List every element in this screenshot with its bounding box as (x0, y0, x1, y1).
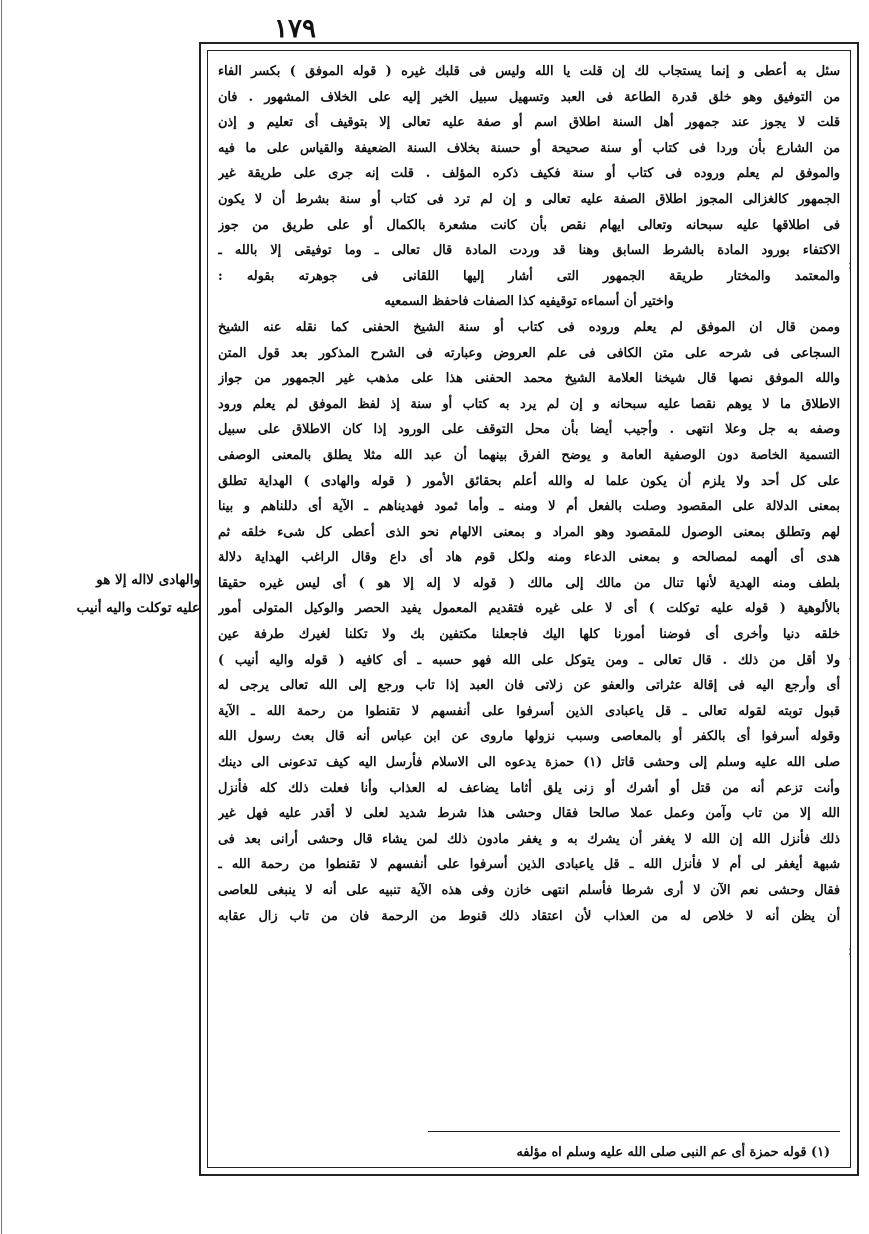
scan-edge-line (1, 0, 2, 1234)
text-line: بالألوهية ( قوله عليه توكلت ) أى لا على غيره فتقديم المعمول يفيد الحصر والوكيل المتولى أمور (218, 601, 840, 617)
text-line: شبهة أيغفر لى أم لا فأنزل الله ـ قل ياعبادى الذين أسرفوا على أنفسهم لا تقنطوا من رحمة الله ـ (218, 857, 840, 873)
text-line: من الشارع بأن وردا فى كتاب أو سنة صحيحة أو حسنة بخلاف السنة الضعيفة والقياس على ما فيه (218, 140, 840, 156)
text-line: وقوله أسرفوا أى بالكفر أو بالمعاصى وسبب نزولها ماروى عن ابن عباس أنه قال بعث رسول الله (218, 729, 840, 745)
text-line: قبول توبته لقوله تعالى ـ قل ياعبادى الذين أسرفوا على أنفسهم لا تقنطوا من رحمة الله ـ الآية (218, 703, 840, 719)
text-line: لهم وتطلق بمعنى الوصول للمقصود وهو المراد و بمعنى الالهام نحو الذى أعطى كل شىء خلقه ثم (218, 524, 840, 540)
text-line: على كل أحد ولا يلزم أن يكون علما له والله أعلم بحقائق الأمور ( قوله والهادى ) الهداية تطلق (218, 473, 840, 489)
text-line: وممن قال ان الموفق لم يعلم وروده فى كتاب أو سنة الشيخ الحفنى كما نقله عنه الشيخ (218, 319, 840, 335)
body-text (218, 59, 840, 929)
text-line: الله إلا من تاب وآمن وعمل عملا صالحا فقال وحشى هذا شرط شديد لعلى لا أقدر عليه فهل غير (218, 806, 840, 822)
text-line: الاطلاق ما لا يوهم نقصا عليه سبحانه و إن لم يرد به كتاب أو سنة إذ لفظ الموفق لم يعلم ورود (218, 396, 840, 412)
verse-line: واختير أن أسماءه توقيفيه كذا الصفات فاحفظ السمعيه (384, 294, 674, 310)
margin-mark: ؛ (848, 944, 852, 958)
footnote: (١) قوله حمزة أى عم النبى صلى الله عليه وسلم اه مؤلفه (516, 1145, 830, 1160)
text-line: والموفق لم يعلم وروده فى كتاب أو سنة فكيف ذكره المؤلف . قلت إنه جرى على طريقة غير (218, 166, 840, 182)
text-line: صلى الله عليه وسلم إلى وحشى قاتل (١) حمزة يدعوه الى الاسلام فأرسل اليه كيف تدعونى الى دينك (218, 755, 840, 771)
text-line: وأنت تزعم أنه من قتل أو أشرك أو زنى يلق أثاما يضاعف له العذاب وأنا فعلت ذلك كله فأنزل (218, 780, 840, 796)
margin-note-line-1: والهادى لااله إلا هو (96, 572, 200, 588)
page-number: ١٧٩ (274, 14, 316, 44)
text-line: خلقه دنيا وأخرى أى فوضنا أمورنا كلها اليك فاجعلنا مكتفين بك ولا تكلنا لغيرك طرفة عين (218, 627, 840, 643)
text-line: أن يظن أنه لا خلاص له من العذاب لأن اعتقاد ذلك قنوط من الرحمة فان من تاب زال عقابه (218, 908, 840, 924)
margin-mark: · (848, 652, 852, 666)
text-line: والله الموفق نصها قال شيخنا العلامة الشيخ محمد الحفنى هذا على مذهب غير الجمهور من جواز (218, 371, 840, 387)
footnote-divider (428, 1131, 840, 1132)
margin-note-line-2: عليه توكلت واليه أنيب (76, 600, 200, 616)
text-line: أى وأرجع اليه فى إقالة عثراتى والعفو عن زلاتى فان العبد إذا تاب ورجع إلى الله تعالى يرجى له (218, 678, 840, 694)
text-line: ذلك فأنزل الله إن الله لا يغفر أن يشرك به و يغفر مادون ذلك لمن يشاء قال وحشى أرانى بعد فى (218, 831, 840, 847)
text-line: فقال وحشى نعم الآن لا أرى شرطا فأسلم انتهى خازن وفى هذه الآية تنبيه على أنه لا ينبغى للعاصى (218, 883, 840, 898)
text-line: الاكتفاء بورود المادة بالشرط السابق وهنا قد وردت المادة قال تعالى ـ وما توفيقى إلا بالله ـ (218, 243, 840, 259)
text-line: والمعتمد والمختار طريقة الجمهور التى أشار إليها اللقانى فى جوهرته بقوله : (218, 268, 840, 284)
text-line: بلطف ومنه الهدية لأنها تنال من مالك إلى مالك ( قوله لا إله إلا هو ) أى ليس غيره حقيقا (218, 575, 840, 591)
text-line: وصفه به جل وعلا انتهى . وأجيب أيضا بأن محل التوقف على الورود إذا كان الاطلاق على سبيل (218, 422, 840, 438)
text-line: السجاعى فى شرحه على متن الكافى فى علم العروض وعبارته فى الشرح المذكور بعد قول المتن (218, 345, 840, 361)
page-frame (199, 42, 859, 1176)
text-line: الجمهور كالغزالى المجوز اطلاق الصفة عليه تعالى و إن لم ترد فى كتاب أو سنة بشرط أن لا يكون (218, 191, 840, 207)
margin-mark: ؛ (848, 258, 852, 272)
text-line: هدى أى ألهمه لمصالحه و بمعنى الدعاء ومنه ولكل قوم هاد أى داع وقال الراغب الهداية دلالة (218, 550, 840, 566)
text-line: سئل به أعطى و إنما يستجاب لك إن قلت يا الله وليس فى قلبك غيره ( قوله الموفق ) بكسر الفاء (218, 64, 840, 79)
text-line: قلت لا يجوز عند جمهور أهل السنة اطلاق اسم أو صفة عليه تعالى إلا بتوقيف أى تعليم و إذن (218, 115, 840, 131)
text-line: من التوفيق وهو خلق قدرة الطاعة فى العبد وتسهيل سبيل الخير إليه على الخلاف المشهور . فان (218, 89, 840, 105)
page-frame-inner (207, 50, 851, 1168)
text-line: التسمية الخاصة دون الوصفية العامة و يوضح الفرق بينهما أن عبد الله مثلا يطلق بالمعنى الوصفى (218, 447, 840, 463)
margin-note (10, 566, 200, 622)
text-line: ولا أقل من ذلك . قال تعالى ـ ومن يتوكل على الله فهو حسبه ـ أى كافيه ( قوله واليه أنيب ) (218, 652, 840, 668)
text-line: بمعنى الدلالة على المقصود وصلت بالفعل أم لا ومنه ـ وأما ثمود فهديناهم ـ الآية أى دللناهم و بينا (218, 499, 840, 515)
text-line: فى اطلاقها عليه سبحانه وتعالى ايهام نقص بأن كانت مشعرة بالكمال أو على طريق من جوز (218, 217, 840, 233)
